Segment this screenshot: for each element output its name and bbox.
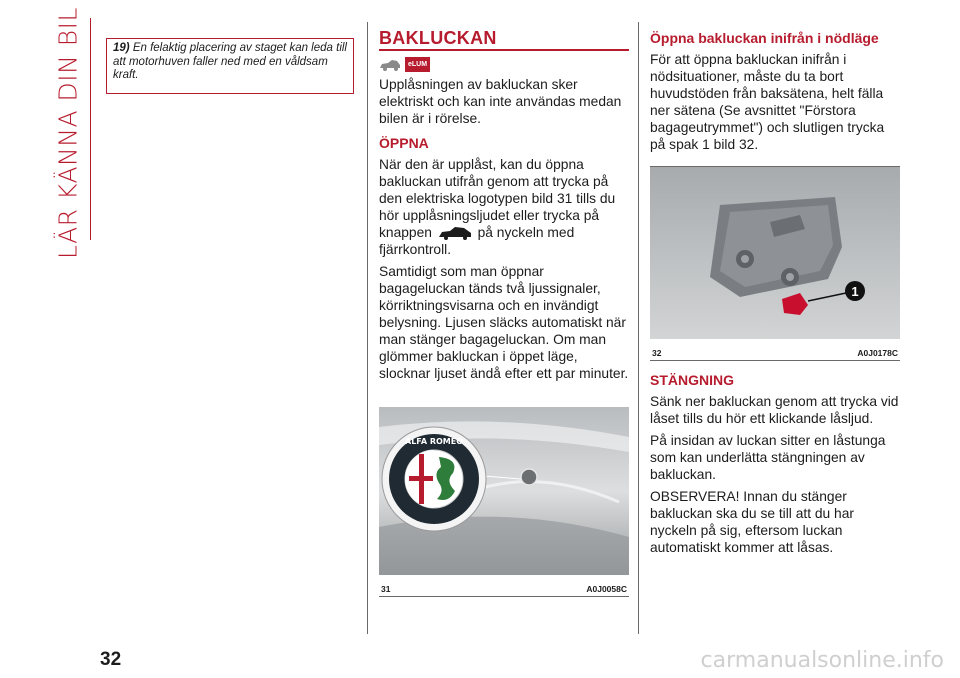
logo-lettering: ALFA ROMEO: [405, 437, 463, 446]
figure-31-caption: [379, 584, 629, 594]
figure-31: [379, 407, 629, 597]
note-text: En felaktig placering av staget kan leda till att motorhuven faller ned med en våldsam kraft.: [113, 42, 347, 81]
close-heading: STÄNGNING: [650, 372, 734, 388]
figure-31-rule: [379, 596, 629, 597]
car-trunk-icon: [379, 59, 401, 71]
trunk-logo-illustration: [379, 407, 629, 575]
figure-32-code: A0J0178C: [857, 348, 898, 358]
close-paragraph-3: OBSERVERA! Innan du stänger bakluckan ska du se till att du har nyckeln på sig, eftersom luckan automatiskt kommer att låsas.: [650, 489, 855, 555]
figure-31-code: A0J0058C: [586, 584, 627, 594]
open-paragraph-1: [379, 156, 629, 258]
figure-32-number: 32: [652, 348, 662, 358]
open-text-b: på nyckeln med fjärrkontroll.: [379, 225, 575, 257]
figure-32-rule: [650, 360, 900, 361]
trunk-latch-illustration: [650, 167, 900, 339]
warning-note: [106, 38, 354, 94]
equipment-icons: [379, 57, 629, 72]
right-column-lower: [650, 372, 902, 561]
open-paragraph-2: Samtidigt som man öppnar bagageluckan tänds två ljussignaler, körriktningsvisarna och en invändigt belysning. Ljusen släcks automatiskt när man stänger bagageluckan. Om man glömmer bakluckan i öppet läge, slocknar ljuset ändå efter ett par minuter.: [379, 264, 629, 381]
close-paragraph-1: Sänk ner bakluckan genom att trycka vid låset tills du hör ett klickande låsljud.: [650, 394, 899, 426]
column-divider-left: [367, 22, 368, 634]
close-paragraph-2: På insidan av luckan sitter en låstunga som kan underlätta stängningen av bakluckan.: [650, 433, 886, 482]
chapter-rule: [90, 18, 91, 240]
figure-31-number: 31: [381, 584, 391, 594]
open-text-a: När den är upplåst, kan du öppna bakluckan utifrån genom att trycka på den elektriska logotypen bild 31 tills du hör upplåsningsljudet eller trycka på knappen: [379, 157, 616, 240]
note-ref: 19): [113, 42, 130, 54]
callout-1: 1: [851, 284, 859, 299]
emergency-heading: Öppna bakluckan inifrån i nödläge: [650, 30, 879, 46]
figure-32-caption: [650, 348, 900, 358]
elum-badge: eLUM: [405, 57, 430, 72]
car-key-button-icon: [438, 226, 472, 240]
emergency-text: För att öppna bakluckan inifrån i nödsituationer, måste du ta bort huvudstöden från baksätena, helt fälla ner sätena (Se avsnittet "Förstora bagageutrymmet") och slutligen trycka på spak 1 bild 32.: [650, 52, 885, 152]
page-number: 32: [100, 649, 122, 670]
open-heading: ÖPPNA: [379, 135, 429, 151]
column-divider-right: [638, 22, 639, 634]
watermark: carmanualsonline.info: [700, 648, 944, 673]
chapter-title-text: LÄR KÄNNA DIN BIL: [53, 7, 83, 259]
right-column: [650, 30, 902, 158]
middle-column: [379, 30, 629, 387]
figure-32: [650, 166, 900, 361]
chapter-title: [52, 7, 84, 259]
intro-text: Upplåsningen av bakluckan sker elektriskt och kan inte användas medan bilen är i rörelse.: [379, 77, 622, 126]
section-heading: BAKLUCKAN: [379, 28, 497, 48]
heading-rule: [379, 49, 629, 51]
